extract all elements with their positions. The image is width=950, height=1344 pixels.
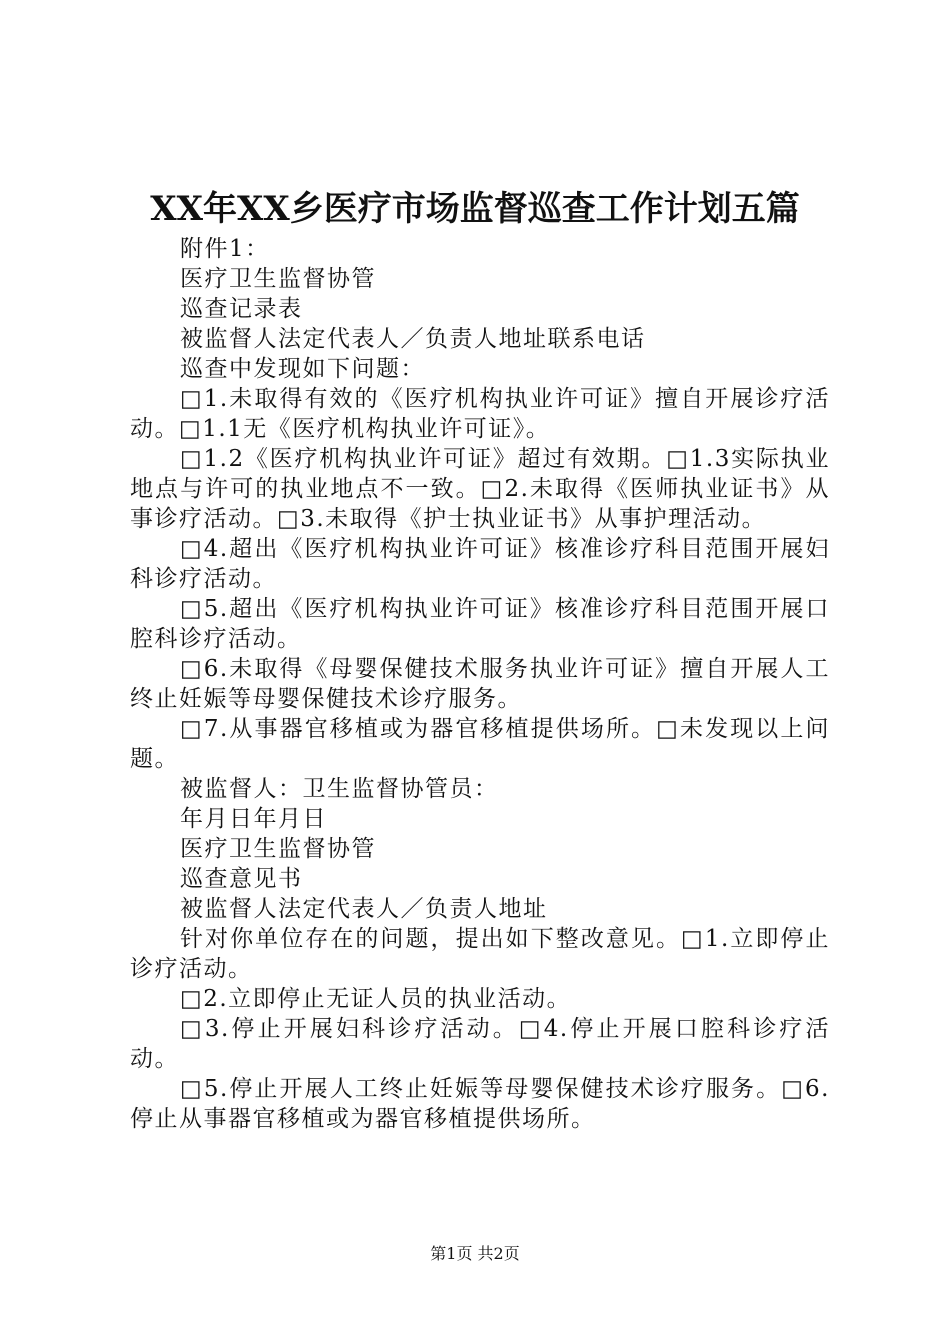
paragraph-heading-supervision-2: 医疗卫生监督协管	[180, 836, 376, 862]
paragraph-record-fields: 被监督人法定代表人／负责人地址联系电话	[180, 326, 646, 352]
paragraph-problem-7: □7.从事器官移植或为器官移植提供场所。□未发现以上问题。	[130, 716, 830, 772]
paragraph-opinion-2: □2.立即停止无证人员的执业活动。	[180, 986, 572, 1012]
paragraph-problem-6: □6.未取得《母婴保健技术服务执业许可证》擅自开展人工终止妊娠等母婴保健技术诊疗服务。	[130, 656, 830, 712]
paragraph-opinion-5: □5.停止开展人工终止妊娠等母婴保健技术诊疗服务。□6.停止从事器官移植或为器官移植提供场所。	[130, 1076, 830, 1132]
paragraph-signatures: 被监督人：卫生监督协管员：	[180, 776, 499, 802]
paragraph-opinion-intro: 针对你单位存在的问题，提出如下整改意见。□1.立即停止诊疗活动。	[130, 926, 830, 982]
document-title: XX年XX乡医疗市场监督巡查工作计划五篇	[150, 189, 800, 229]
document-body	[130, 234, 830, 1134]
paragraph-dates: 年月日年月日	[180, 806, 327, 832]
paragraph-attachment-label: 附件1：	[180, 236, 270, 262]
page-footer: 第1页 共2页	[430, 1244, 520, 1263]
paragraph-opinion-3: □3.停止开展妇科诊疗活动。□4.停止开展口腔科诊疗活动。	[130, 1016, 830, 1072]
paragraph-problem-1-2: □1.2《医疗机构执业许可证》超过有效期。□1.3实际执业地点与许可的执业地点不一致。□2.未取得《医师执业证书》从事诊疗活动。□3.未取得《护士执业证书》从事护理活动。	[130, 446, 830, 532]
paragraph-problems-intro: 巡查中发现如下问题：	[180, 356, 425, 382]
paragraph-heading-supervision: 医疗卫生监督协管	[180, 266, 376, 292]
paragraph-problem-5: □5.超出《医疗机构执业许可证》核准诊疗科目范围开展口腔科诊疗活动。	[130, 596, 830, 652]
paragraph-problem-1: □1.未取得有效的《医疗机构执业许可证》擅自开展诊疗活动。□1.1无《医疗机构执业许可证》。	[130, 386, 830, 442]
paragraph-heading-inspection-record: 巡查记录表	[180, 296, 303, 322]
paragraph-heading-opinion: 巡查意见书	[180, 866, 303, 892]
paragraph-opinion-fields: 被监督人法定代表人／负责人地址	[180, 896, 548, 922]
paragraph-problem-4: □4.超出《医疗机构执业许可证》核准诊疗科目范围开展妇科诊疗活动。	[130, 536, 830, 592]
